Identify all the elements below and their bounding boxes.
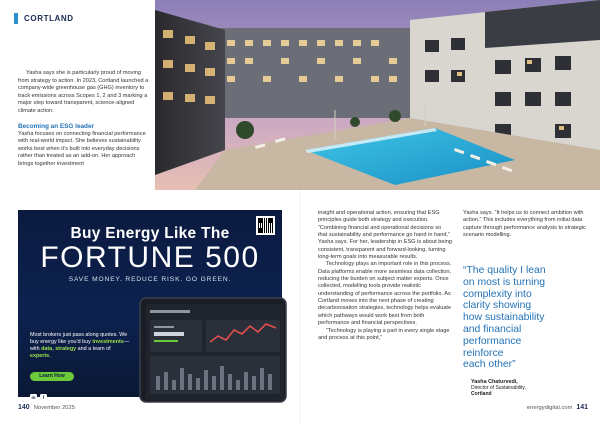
pull-quote-line: clarity showing <box>463 300 532 312</box>
article-paragraph: “Technology is playing a part in every single stage and process at this point,” <box>318 327 450 341</box>
article-column-2 <box>318 210 452 342</box>
pull-quote-line: reinforce <box>463 347 504 359</box>
pull-quote-line: each other” <box>463 359 516 371</box>
learn-how-button[interactable]: Learn How <box>30 372 74 381</box>
section-bar <box>14 13 18 24</box>
page-number-left: 140 <box>18 404 30 411</box>
ad-headline-large: FORTUNE 500 <box>40 241 260 274</box>
section-tag <box>14 12 154 25</box>
pull-quote-line: how sustainability <box>463 312 545 324</box>
article-paragraph: Yasha says. “It helps us to connect ambition with action.” This includes everything from initial data capture through performance analysis to strategic scenario modelling. <box>463 210 586 239</box>
pull-quote-line: performance <box>463 335 522 347</box>
page-number-right: 141 <box>576 404 588 411</box>
attribution-name: Yasha Chaturvedi, <box>471 379 518 385</box>
attribution-title: Director of Sustainability, <box>471 385 526 391</box>
social-links <box>30 386 60 400</box>
pull-quote-line: “The quality I lean <box>463 265 546 276</box>
apartment-pool-image <box>155 0 600 190</box>
facebook-icon[interactable]: f <box>40 394 47 401</box>
footer-left <box>18 404 138 412</box>
pull-quote <box>463 265 591 371</box>
article-column-3 <box>463 210 587 239</box>
ad-copy: Most brokers just pass along quotes. We buy energy like you’d buy investments—with data, strategy and a team of experts. <box>30 332 130 359</box>
issue-date: November 2025 <box>33 405 75 411</box>
tablet-dashboard-image <box>136 296 286 400</box>
site-url[interactable]: energydigital.com <box>526 405 573 411</box>
article-paragraph: Technology plays an important role in this process. Data platforms enable more seamless data collection, reducing the burden on subject matter experts. Once collected, modelling tools provide realistic understanding of performance across the portfolio. As Cortland moves into the next phase of creating decarbonisation strategies, technology helps evaluate which pathways would work best from both performance and financial perspectives. <box>318 261 452 327</box>
body-paragraph: Yasha focuses on connecting financial performance with real-world impact. She believes sustainability works best when it’s built into everyday decisions rather than treated as an add-on. Her approach brings together investment <box>18 130 146 167</box>
intro-paragraph: Yasha says she is particularly proud of moving from strategy to action. In 2023, Cortland launched a company-wide greenhouse gas (GHG) inventory to track emissions across Scopes 1, 2 and 3 marking a major step toward transparent, science-aligned climate action. <box>18 70 149 114</box>
section-label: CORTLAND <box>24 14 74 23</box>
footer-right <box>478 404 588 412</box>
pull-quote-line: complexity into <box>463 288 532 300</box>
pull-quote-line: and financial <box>463 323 522 335</box>
ad-headline: Buy Energy Like The <box>70 225 230 242</box>
subhead: Becoming an ESG leader <box>18 122 95 130</box>
quote-attribution <box>471 379 591 397</box>
pull-quote-line: on most is turning <box>463 276 546 288</box>
left-column <box>18 70 150 176</box>
hero-photo <box>155 0 600 190</box>
attribution-org: Cortland <box>471 391 492 397</box>
linkedin-icon[interactable]: in <box>31 395 36 400</box>
ad-tagline: SAVE MONEY. REDUCE RISK. GO GREEN. <box>68 276 232 283</box>
advertisement[interactable] <box>18 210 282 400</box>
article-paragraph: insight and operational action, ensuring that ESG principles guide both strategy and execution. “Combining financial and operational decisions so that sustainability and performance go hand in hand,” Yasha says. For her, leadership in ESG is about being consistent, transparent and forward-looking, turning long-term goals into measurable results. <box>318 210 452 261</box>
